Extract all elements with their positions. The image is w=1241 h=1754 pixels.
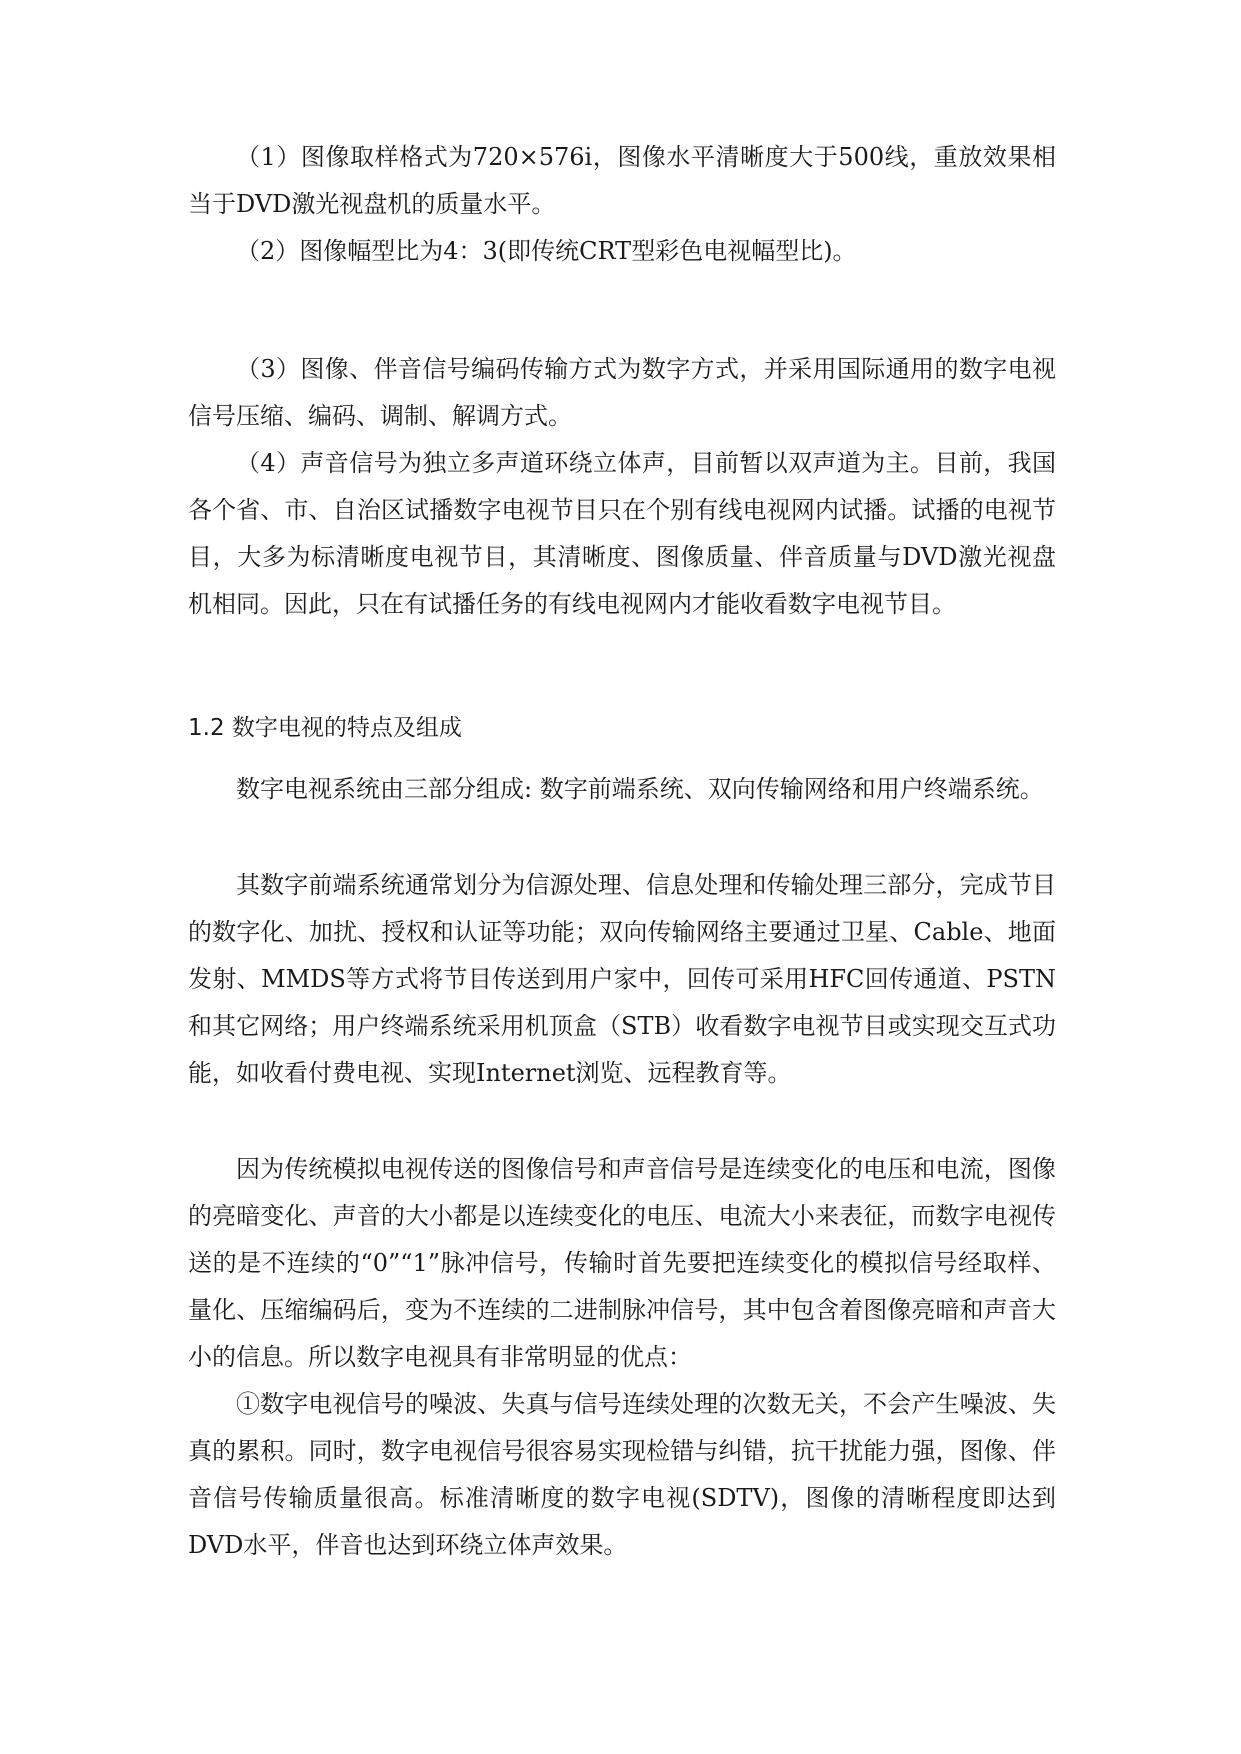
section-heading: 1.2 数字电视的特点及组成 [188, 715, 462, 741]
paragraph-analog-vs-digital: 因为传统模拟电视传送的图像信号和声音信号是连续变化的电压和电流，图像的亮暗变化、声音的大小都是以连续变化的电压、电流大小来表征，而数字电视传送的是不连续的“0”“1”脉冲信号，传输时首先要把连续变化的模拟信号经取样、量化、压缩编码后，变为不连续的二进制脉冲信号，其中包含着图像亮暗和声音大小的信息。所以数字电视具有非常明显的优点： [188, 1155, 1056, 1371]
paragraph-advantage-one: ①数字电视信号的噪波、失真与信号连续处理的次数无关，不会产生噪波、失真的累积。同时，数字电视信号很容易实现检错与纠错，抗干扰能力强，图像、伴音信号传输质量很高。标准清晰度的数字电视(SDTV)，图像的清晰程度即达到DVD水平，伴音也达到环绕立体声效果。 [188, 1390, 1056, 1559]
paragraph-audio-signal: （4）声音信号为独立多声道环绕立体声，目前暂以双声道为主。目前，我国各个省、市、自治区试播数字电视节目只在个别有线电视网内试播。试播的电视节目，大多为标清晰度电视节目，其清晰度、图像质量、伴音质量与DVD激光视盘机相同。因此，只在有试播任务的有线电视网内才能收看数字电视节目。 [188, 449, 1056, 618]
paragraph-image-sampling-format: （1）图像取样格式为720×576i，图像水平清晰度大于500线，重放效果相当于DVD激光视盘机的质量水平。 [188, 143, 1056, 218]
paragraph-system-components: 数字电视系统由三部分组成: 数字前端系统、双向传输网络和用户终端系统。 [236, 775, 1044, 803]
paragraph-signal-encoding: （3）图像、伴音信号编码传输方式为数字方式，并采用国际通用的数字电视信号压缩、编码、调制、解调方式。 [188, 355, 1056, 430]
paragraph-front-end-system: 其数字前端系统通常划分为信源处理、信息处理和传输处理三部分，完成节目的数字化、加扰、授权和认证等功能；双向传输网络主要通过卫星、Cable、地面发射、MMDS等方式将节目传送到用户家中，回传可采用HFC回传通道、PSTN和其它网络；用户终端系统采用机顶盒（STB）收看数字电视节目或实现交互式功能，如收看付费电视、实现Internet浏览、远程教育等。 [188, 871, 1056, 1087]
paragraph-aspect-ratio: （2）图像幅型比为4：3(即传统CRT型彩色电视幅型比)。 [236, 237, 857, 265]
